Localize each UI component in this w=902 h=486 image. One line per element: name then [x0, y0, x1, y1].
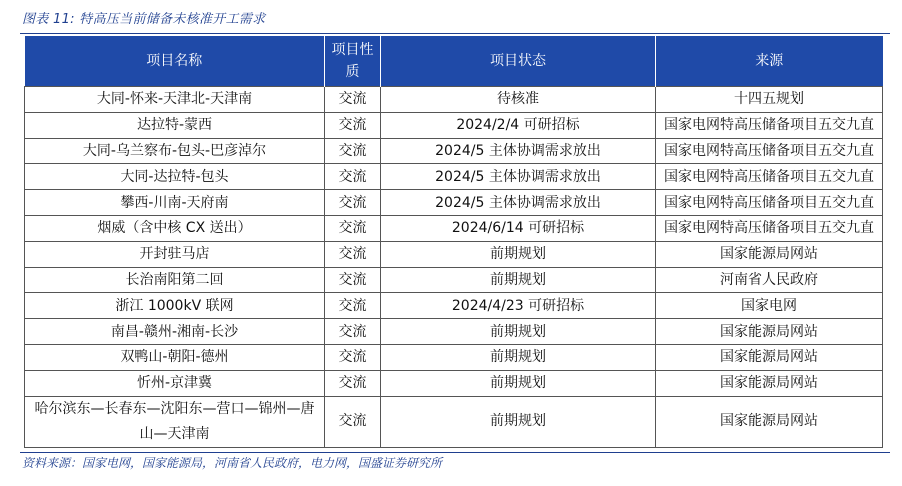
- cell-source: 十四五规划: [656, 87, 883, 113]
- table-row: [25, 396, 883, 447]
- cell-project-name: 大同-怀来-天津北-天津南: [25, 87, 325, 113]
- cell-nature: 交流: [325, 138, 381, 164]
- table-row: [25, 112, 883, 138]
- cell-project-name: 大同-乌兰察布-包头-巴彦淖尔: [25, 138, 325, 164]
- cell-nature: 交流: [325, 370, 381, 396]
- cell-status: 前期规划: [381, 370, 656, 396]
- cell-status: 2024/4/23 可研招标: [381, 293, 656, 319]
- table-row: [25, 87, 883, 113]
- cell-status: 2024/5 主体协调需求放出: [381, 190, 656, 216]
- cell-status: 前期规划: [381, 241, 656, 267]
- cell-status: 2024/5 主体协调需求放出: [381, 164, 656, 190]
- cell-nature: 交流: [325, 112, 381, 138]
- cell-nature: 交流: [325, 396, 381, 447]
- table-row: [25, 138, 883, 164]
- cell-source: 国家电网特高压储备项目五交九直: [656, 190, 883, 216]
- cell-source: 国家能源局网站: [656, 344, 883, 370]
- header-project-nature: 项目性质: [325, 36, 381, 87]
- cell-status: 2024/5 主体协调需求放出: [381, 138, 656, 164]
- cell-status: 前期规划: [381, 319, 656, 345]
- cell-project-name: 大同-达拉特-包头: [25, 164, 325, 190]
- table-row: [25, 344, 883, 370]
- figure-caption: 图表 11: 特高压当前储备未核准开工需求: [22, 12, 266, 27]
- cell-source: 国家电网特高压储备项目五交九直: [656, 164, 883, 190]
- cell-status: 2024/6/14 可研招标: [381, 215, 656, 241]
- cell-project-name: 双鸭山-朝阳-德州: [25, 344, 325, 370]
- table-row: [25, 293, 883, 319]
- table-row: [25, 319, 883, 345]
- cell-nature: 交流: [325, 267, 381, 293]
- table-row: [25, 190, 883, 216]
- cell-source: 国家能源局网站: [656, 241, 883, 267]
- cell-nature: 交流: [325, 241, 381, 267]
- projects-table: [24, 36, 883, 448]
- top-rule: [20, 33, 890, 34]
- source-note: 资料来源：国家电网，国家能源局，河南省人民政府，电力网，国盛证券研究所: [22, 456, 443, 470]
- header-project-name: 项目名称: [25, 36, 325, 87]
- cell-nature: 交流: [325, 344, 381, 370]
- cell-nature: 交流: [325, 293, 381, 319]
- cell-source: 国家能源局网站: [656, 396, 883, 447]
- cell-nature: 交流: [325, 319, 381, 345]
- table-row: [25, 215, 883, 241]
- cell-status: 2024/2/4 可研招标: [381, 112, 656, 138]
- table-row: [25, 267, 883, 293]
- cell-nature: 交流: [325, 87, 381, 113]
- cell-project-name: 浙江 1000kV 联网: [25, 293, 325, 319]
- table-row: [25, 370, 883, 396]
- cell-nature: 交流: [325, 190, 381, 216]
- cell-project-name: 哈尔滨东—长春东—沈阳东—营口—锦州—唐山—天津南: [25, 396, 325, 447]
- table-row: [25, 164, 883, 190]
- cell-status: 待核准: [381, 87, 656, 113]
- header-source: 来源: [656, 36, 883, 87]
- cell-project-name: 开封驻马店: [25, 241, 325, 267]
- cell-project-name: 南昌-赣州-湘南-长沙: [25, 319, 325, 345]
- cell-source: 国家能源局网站: [656, 319, 883, 345]
- cell-project-name: 忻州-京津冀: [25, 370, 325, 396]
- cell-project-name: 长治南阳第二回: [25, 267, 325, 293]
- table-row: [25, 241, 883, 267]
- bottom-rule: [20, 452, 890, 453]
- cell-source: 国家电网特高压储备项目五交九直: [656, 138, 883, 164]
- header-project-status: 项目状态: [381, 36, 656, 87]
- cell-status: 前期规划: [381, 344, 656, 370]
- cell-source: 国家电网特高压储备项目五交九直: [656, 112, 883, 138]
- cell-project-name: 攀西-川南-天府南: [25, 190, 325, 216]
- cell-source: 河南省人民政府: [656, 267, 883, 293]
- cell-nature: 交流: [325, 215, 381, 241]
- cell-source: 国家电网特高压储备项目五交九直: [656, 215, 883, 241]
- cell-status: 前期规划: [381, 267, 656, 293]
- cell-source: 国家能源局网站: [656, 370, 883, 396]
- cell-source: 国家电网: [656, 293, 883, 319]
- cell-project-name: 达拉特-蒙西: [25, 112, 325, 138]
- table-header-row: [25, 36, 883, 87]
- cell-status: 前期规划: [381, 396, 656, 447]
- cell-nature: 交流: [325, 164, 381, 190]
- cell-project-name: 烟威（含中核 CX 送出）: [25, 215, 325, 241]
